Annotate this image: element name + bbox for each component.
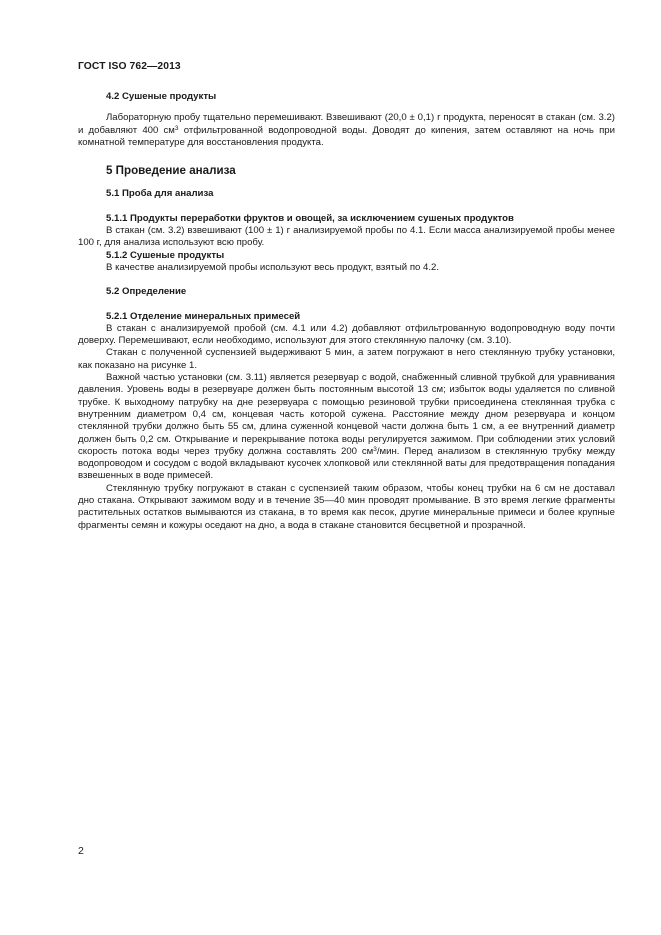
superscript: 3 (174, 124, 179, 132)
section-5-heading: 5 Проведение анализа (106, 164, 236, 178)
paragraph-washing: Стеклянную трубку погружают в стакан с суспензией таким образом, чтобы конец трубки на 6 см не доставал дно стакана. Открывают зажимом воду и в течение 35—40 мин проводят промывание. В это время легкие фрагменты растительных остатков вымываются из стакана, в то время как песок, другие минеральные примеси и более крупные фрагменты семян и кожуры оседают на дно, а вода в стакане становится бесцветной и прозрачной. (78, 482, 615, 531)
section-5-1-1-heading: 5.1.1 Продукты переработки фруктов и овощей, за исключением сушеных продуктов (106, 212, 514, 224)
superscript: 3 (373, 445, 377, 453)
text-run: отфильтрованной водопроводной воды. Доводят до кипения, затем оставляют на ночь при комнатной температуре для восстановления продукта. (78, 124, 615, 148)
text-run: /мин. Перед анализом в стеклянную трубку между водопроводом и сосудом с водой вкладывают кусочек хлопковой или стеклянной ваты для предотвращения попадания взвешенных в воде примесей. (78, 445, 615, 482)
paragraph-hold-suspension: Стакан с полученной суспензией выдерживают 5 мин, а затем погружают в него стеклянную трубку установки, как показано на рисунке 1. (78, 347, 615, 371)
section-5-1-2-heading: 5.1.2 Сушеные продукты (106, 249, 225, 261)
section-4-2-heading: 4.2 Сушеные продукты (106, 91, 217, 102)
paragraph-apparatus-description (78, 372, 615, 483)
section-5-2-1-heading: 5.2.1 Отделение минеральных примесей (106, 310, 301, 322)
text-run: Важной частью установки (см. 3.11) является резервуар с водой, снабженный сливной трубкой для уравнивания давления. Уровень воды в резервуаре должен быть постоянным высотой 13 см; избыток воды удаляется по сливной трубке. К выходному патрубку на дне резервуара с помощью резиновой трубки присоединена стеклянная трубка с внутренним диаметром 0,4 см, концевая часть которой сужена. Расстояние между дном резервуара и концом стеклянной трубки должно быть 55 см, длина суженной концевой части должна быть 1 см, а ее внутренний диаметр должен быть 0,2 см. Открывание и перекрывание потока воды регулируется зажимом. При соблюдении этих условий скорость потока воды через трубку должна составлять 200 см (78, 372, 615, 457)
section-5-1-1-paragraph: В стакан (см. 3.2) взвешивают (100 ± 1) г анализируемой пробы по 4.1. Если масса анализируемой пробы менее 100 г, для анализа используют всю пробу. (78, 225, 615, 249)
section-4-2-paragraph (78, 112, 615, 149)
paragraph-add-water: В стакан с анализируемой пробой (см. 4.1 или 4.2) добавляют отфильтрованную водопроводную воду почти доверху. Перемешивают, если необходимо, используют для этого стеклянную палочку (см. 3.10). (78, 322, 615, 347)
text-run: Лабораторную пробу тщательно перемешивают. Взвешивают (20,0 ± 0,1) г продукта, переносят в стакан (см. 3.2) и добавляют 400 см (78, 112, 615, 136)
document-body (78, 91, 615, 532)
section-5-2-heading: 5.2 Определение (106, 286, 187, 298)
section-5-1-heading: 5.1 Проба для анализа (106, 188, 214, 200)
standard-designation: ГОСТ ISO 762—2013 (78, 61, 181, 72)
page-number: 2 (78, 845, 84, 857)
section-5-1-2-paragraph: В качестве анализируемой пробы используют весь продукт, взятый по 4.2. (106, 261, 440, 273)
